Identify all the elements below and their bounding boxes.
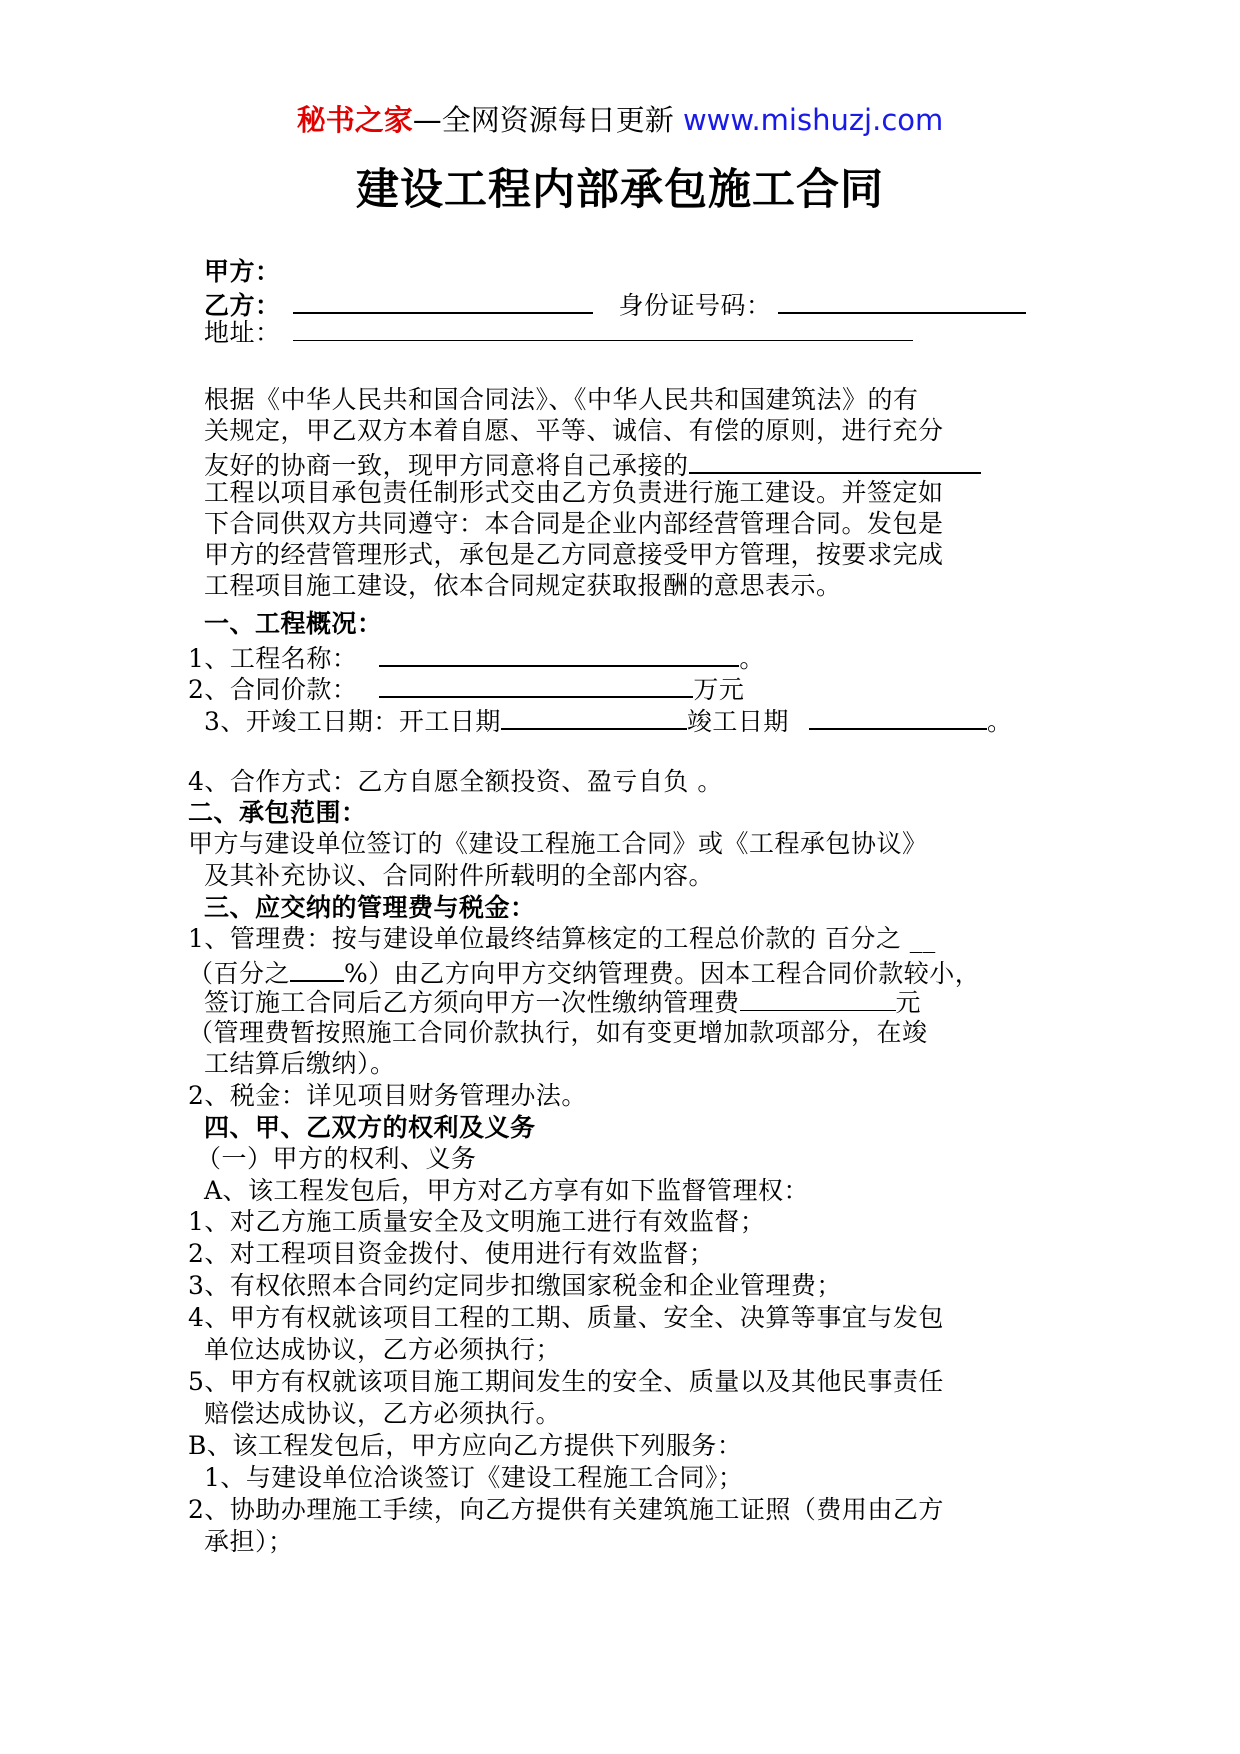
fee-percent-blank[interactable] bbox=[290, 954, 344, 982]
clause-line: 1、对乙方施工质量安全及文明施工进行有效监督； bbox=[188, 1207, 766, 1236]
project-name-label: 1、工程名称： bbox=[188, 644, 358, 673]
party-a-label: 甲方： bbox=[204, 257, 281, 286]
clause-line: A、该工程发包后，甲方对乙方享有如下监督管理权： bbox=[204, 1176, 810, 1205]
scope-line: 甲方与建设单位签订的《建设工程施工合同》或《工程承包协议》 bbox=[188, 829, 928, 858]
tax-line: 2、税金：详见项目财务管理办法。 bbox=[188, 1081, 587, 1110]
end-date-label: 竣工日期 bbox=[686, 707, 789, 736]
fee-text: %）由乙方向甲方交纳管理费。因本工程合同价款较小， bbox=[344, 959, 981, 988]
clause-line: 单位达成协议，乙方必须执行； bbox=[204, 1335, 562, 1364]
intro-line: 下合同供双方共同遵守：本合同是企业内部经营管理合同。发包是 bbox=[204, 509, 944, 538]
intro-line: 甲方的经营管理形式，承包是乙方同意接受甲方管理，按要求完成 bbox=[204, 540, 944, 569]
fee-line: 1、管理费：按与建设单位最终结算核定的工程总价款的 百分之 __ bbox=[188, 924, 936, 953]
clause-line: 1、与建设单位洽谈签订《建设工程施工合同》； bbox=[204, 1463, 744, 1492]
contract-price-label: 2、合同价款： bbox=[188, 675, 358, 704]
address-label: 地址： bbox=[204, 318, 281, 347]
fee-text: （百分之 bbox=[188, 959, 291, 988]
party-b-blank[interactable] bbox=[293, 286, 593, 314]
end-date-blank[interactable] bbox=[809, 702, 987, 730]
site-tagline: —全网资源每日更新 bbox=[412, 103, 674, 137]
dates-row bbox=[204, 702, 1012, 738]
section-heading: 一、工程概况： bbox=[204, 609, 383, 638]
intro-text: 友好的协商一致，现甲方同意将自己承接的 bbox=[204, 451, 689, 480]
document-title: 建设工程内部承包施工合同 bbox=[356, 165, 884, 215]
contract-price-row bbox=[188, 670, 744, 706]
clause-line: 4、甲方有权就该项目工程的工期、质量、安全、决算等事宜与发包 bbox=[188, 1303, 944, 1332]
project-blank[interactable] bbox=[689, 446, 981, 474]
fee-line: （管理费暂按照施工合同价款执行，如有变更增加款项部分，在竣 bbox=[188, 1018, 928, 1047]
clause-line: 赔偿达成协议，乙方必须执行。 bbox=[204, 1399, 562, 1428]
clause-line: 2、协助办理施工手续，向乙方提供有关建筑施工证照（费用由乙方 bbox=[188, 1495, 944, 1524]
cooperation-line: 4、合作方式：乙方自愿全额投资、盈亏自负 。 bbox=[188, 767, 723, 796]
fee-unit: 元 bbox=[895, 988, 922, 1017]
site-url-link[interactable]: www.mishuzj.com bbox=[682, 103, 944, 137]
fee-line: 工结算后缴纳）。 bbox=[204, 1049, 396, 1078]
fee-amount-blank[interactable] bbox=[740, 986, 896, 1011]
section-heading: 三、应交纳的管理费与税金： bbox=[204, 893, 536, 922]
punctuation: 。 bbox=[986, 707, 1013, 736]
clause-line: 2、对工程项目资金拨付、使用进行有效监督； bbox=[188, 1239, 715, 1268]
fee-text: 签订施工合同后乙方须向甲方一次性缴纳管理费 bbox=[204, 988, 740, 1017]
intro-line: 工程项目施工建设，依本合同规定获取报酬的意思表示。 bbox=[204, 571, 842, 600]
punctuation: 。 bbox=[739, 644, 765, 673]
section-heading: 四、甲、乙双方的权利及义务 bbox=[204, 1113, 536, 1142]
clause-line: 承担）； bbox=[204, 1527, 294, 1556]
site-header bbox=[0, 100, 1240, 140]
start-date-blank[interactable] bbox=[501, 702, 687, 730]
clause-line: B、该工程发包后，甲方应向乙方提供下列服务： bbox=[188, 1431, 743, 1460]
party-b-label: 乙方： bbox=[204, 291, 281, 320]
id-number-label: 身份证号码： bbox=[618, 291, 772, 320]
site-brand: 秘书之家 bbox=[296, 103, 413, 137]
contract-price-blank[interactable] bbox=[379, 670, 693, 698]
start-date-label: 3、开竣工日期：开工日期 bbox=[204, 707, 501, 736]
clause-line: 5、甲方有权就该项目施工期间发生的安全、质量以及其他民事责任 bbox=[188, 1367, 944, 1396]
address-blank[interactable] bbox=[293, 316, 913, 341]
clause-line: 3、有权依照本合同约定同步扣缴国家税金和企业管理费； bbox=[188, 1271, 842, 1300]
intro-line: 关规定，甲乙双方本着自愿、平等、诚信、有偿的原则，进行充分 bbox=[204, 416, 944, 445]
intro-line: 工程以项目承包责任制形式交由乙方负责进行施工建设。并签定如 bbox=[204, 478, 944, 507]
price-unit: 万元 bbox=[693, 675, 745, 704]
section-heading: 二、承包范围： bbox=[188, 798, 367, 827]
fee-line-with-blank bbox=[188, 954, 980, 990]
id-number-blank[interactable] bbox=[778, 286, 1026, 314]
project-name-blank[interactable] bbox=[379, 639, 739, 667]
intro-line: 根据《中华人民共和国合同法》、《中华人民共和国建筑法》的有 bbox=[204, 385, 919, 414]
address-row bbox=[204, 316, 913, 349]
fee-line-with-blank bbox=[204, 986, 921, 1019]
scope-line: 及其补充协议、合同附件所载明的全部内容。 bbox=[204, 861, 715, 890]
subsection-heading: （一）甲方的权利、义务 bbox=[196, 1144, 477, 1173]
